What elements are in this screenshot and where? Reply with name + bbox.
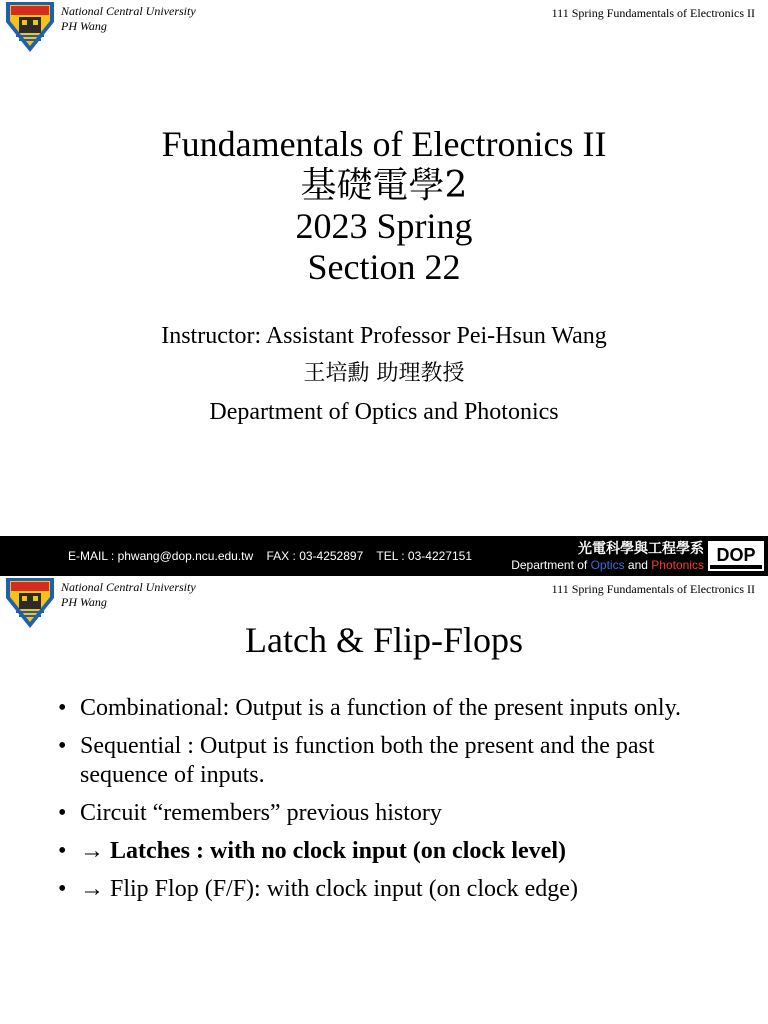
bullet-marker: • xyxy=(58,733,67,759)
bullet-marker: • xyxy=(58,695,67,721)
course-title: Fundamentals of Electronics II xyxy=(161,124,607,164)
bullet-text: → Flip Flop (F/F): with clock input (on clock edge) xyxy=(80,876,578,902)
bullet-text: → Latches : with no clock input (on clock level) xyxy=(80,838,566,864)
header-left xyxy=(61,580,196,610)
dept-prefix: Department of xyxy=(511,558,591,572)
footer-bar xyxy=(0,536,768,576)
author-name: PH Wang xyxy=(61,19,107,33)
content-slide xyxy=(0,576,768,1024)
bullet-marker: • xyxy=(58,800,67,826)
bullet-item xyxy=(58,875,718,904)
title-block xyxy=(0,124,768,288)
bullet-list xyxy=(58,694,718,913)
slide-title: Latch & Flip-Flops xyxy=(245,620,523,660)
section: Section 22 xyxy=(307,247,461,287)
department: Department of Optics and Photonics xyxy=(209,399,559,425)
header-left xyxy=(61,4,196,34)
instructor-cjk: 王培勳 助理教授 xyxy=(303,361,465,386)
department-cjk: 光電科學與工程學系 xyxy=(578,541,704,557)
university-name: National Central University xyxy=(61,4,196,18)
instructor: Instructor: Assistant Professor Pei-Hsun Wang xyxy=(161,323,607,349)
university-logo xyxy=(2,0,58,54)
course-tag: 111 Spring Fundamentals of Electronics II xyxy=(551,582,755,596)
author-name: PH Wang xyxy=(61,595,107,609)
bullet-marker: • xyxy=(58,876,67,902)
bullet-item xyxy=(58,837,718,866)
dop-logo-text: DOP xyxy=(716,545,756,565)
dept-and: and xyxy=(624,558,652,572)
bullet-item xyxy=(58,732,718,790)
dept-optics: Optics xyxy=(590,558,625,572)
contact-info: E-MAIL : phwang@dop.ncu.edu.tw FAX : 03-4252897 TEL : 03-4227151 xyxy=(68,549,472,563)
bullet-item xyxy=(58,694,718,723)
bullet-marker: • xyxy=(58,838,67,864)
instructor-block xyxy=(0,317,768,431)
bullet-item xyxy=(58,799,718,828)
course-tag: 111 Spring Fundamentals of Electronics II xyxy=(551,6,755,20)
course-title-cjk: 基礎電學2 xyxy=(300,165,468,206)
bullet-text: Circuit “remembers” previous history xyxy=(80,800,442,826)
dept-photonics: Photonics xyxy=(651,558,704,572)
bullet-text: Sequential : Output is function both the present and the past sequence of inputs. xyxy=(80,733,655,788)
department-english xyxy=(511,558,704,572)
dop-logo xyxy=(708,541,764,571)
university-name: National Central University xyxy=(61,580,196,594)
bullet-text: Combinational: Output is a function of the present inputs only. xyxy=(80,695,682,721)
term: 2023 Spring xyxy=(295,206,473,246)
